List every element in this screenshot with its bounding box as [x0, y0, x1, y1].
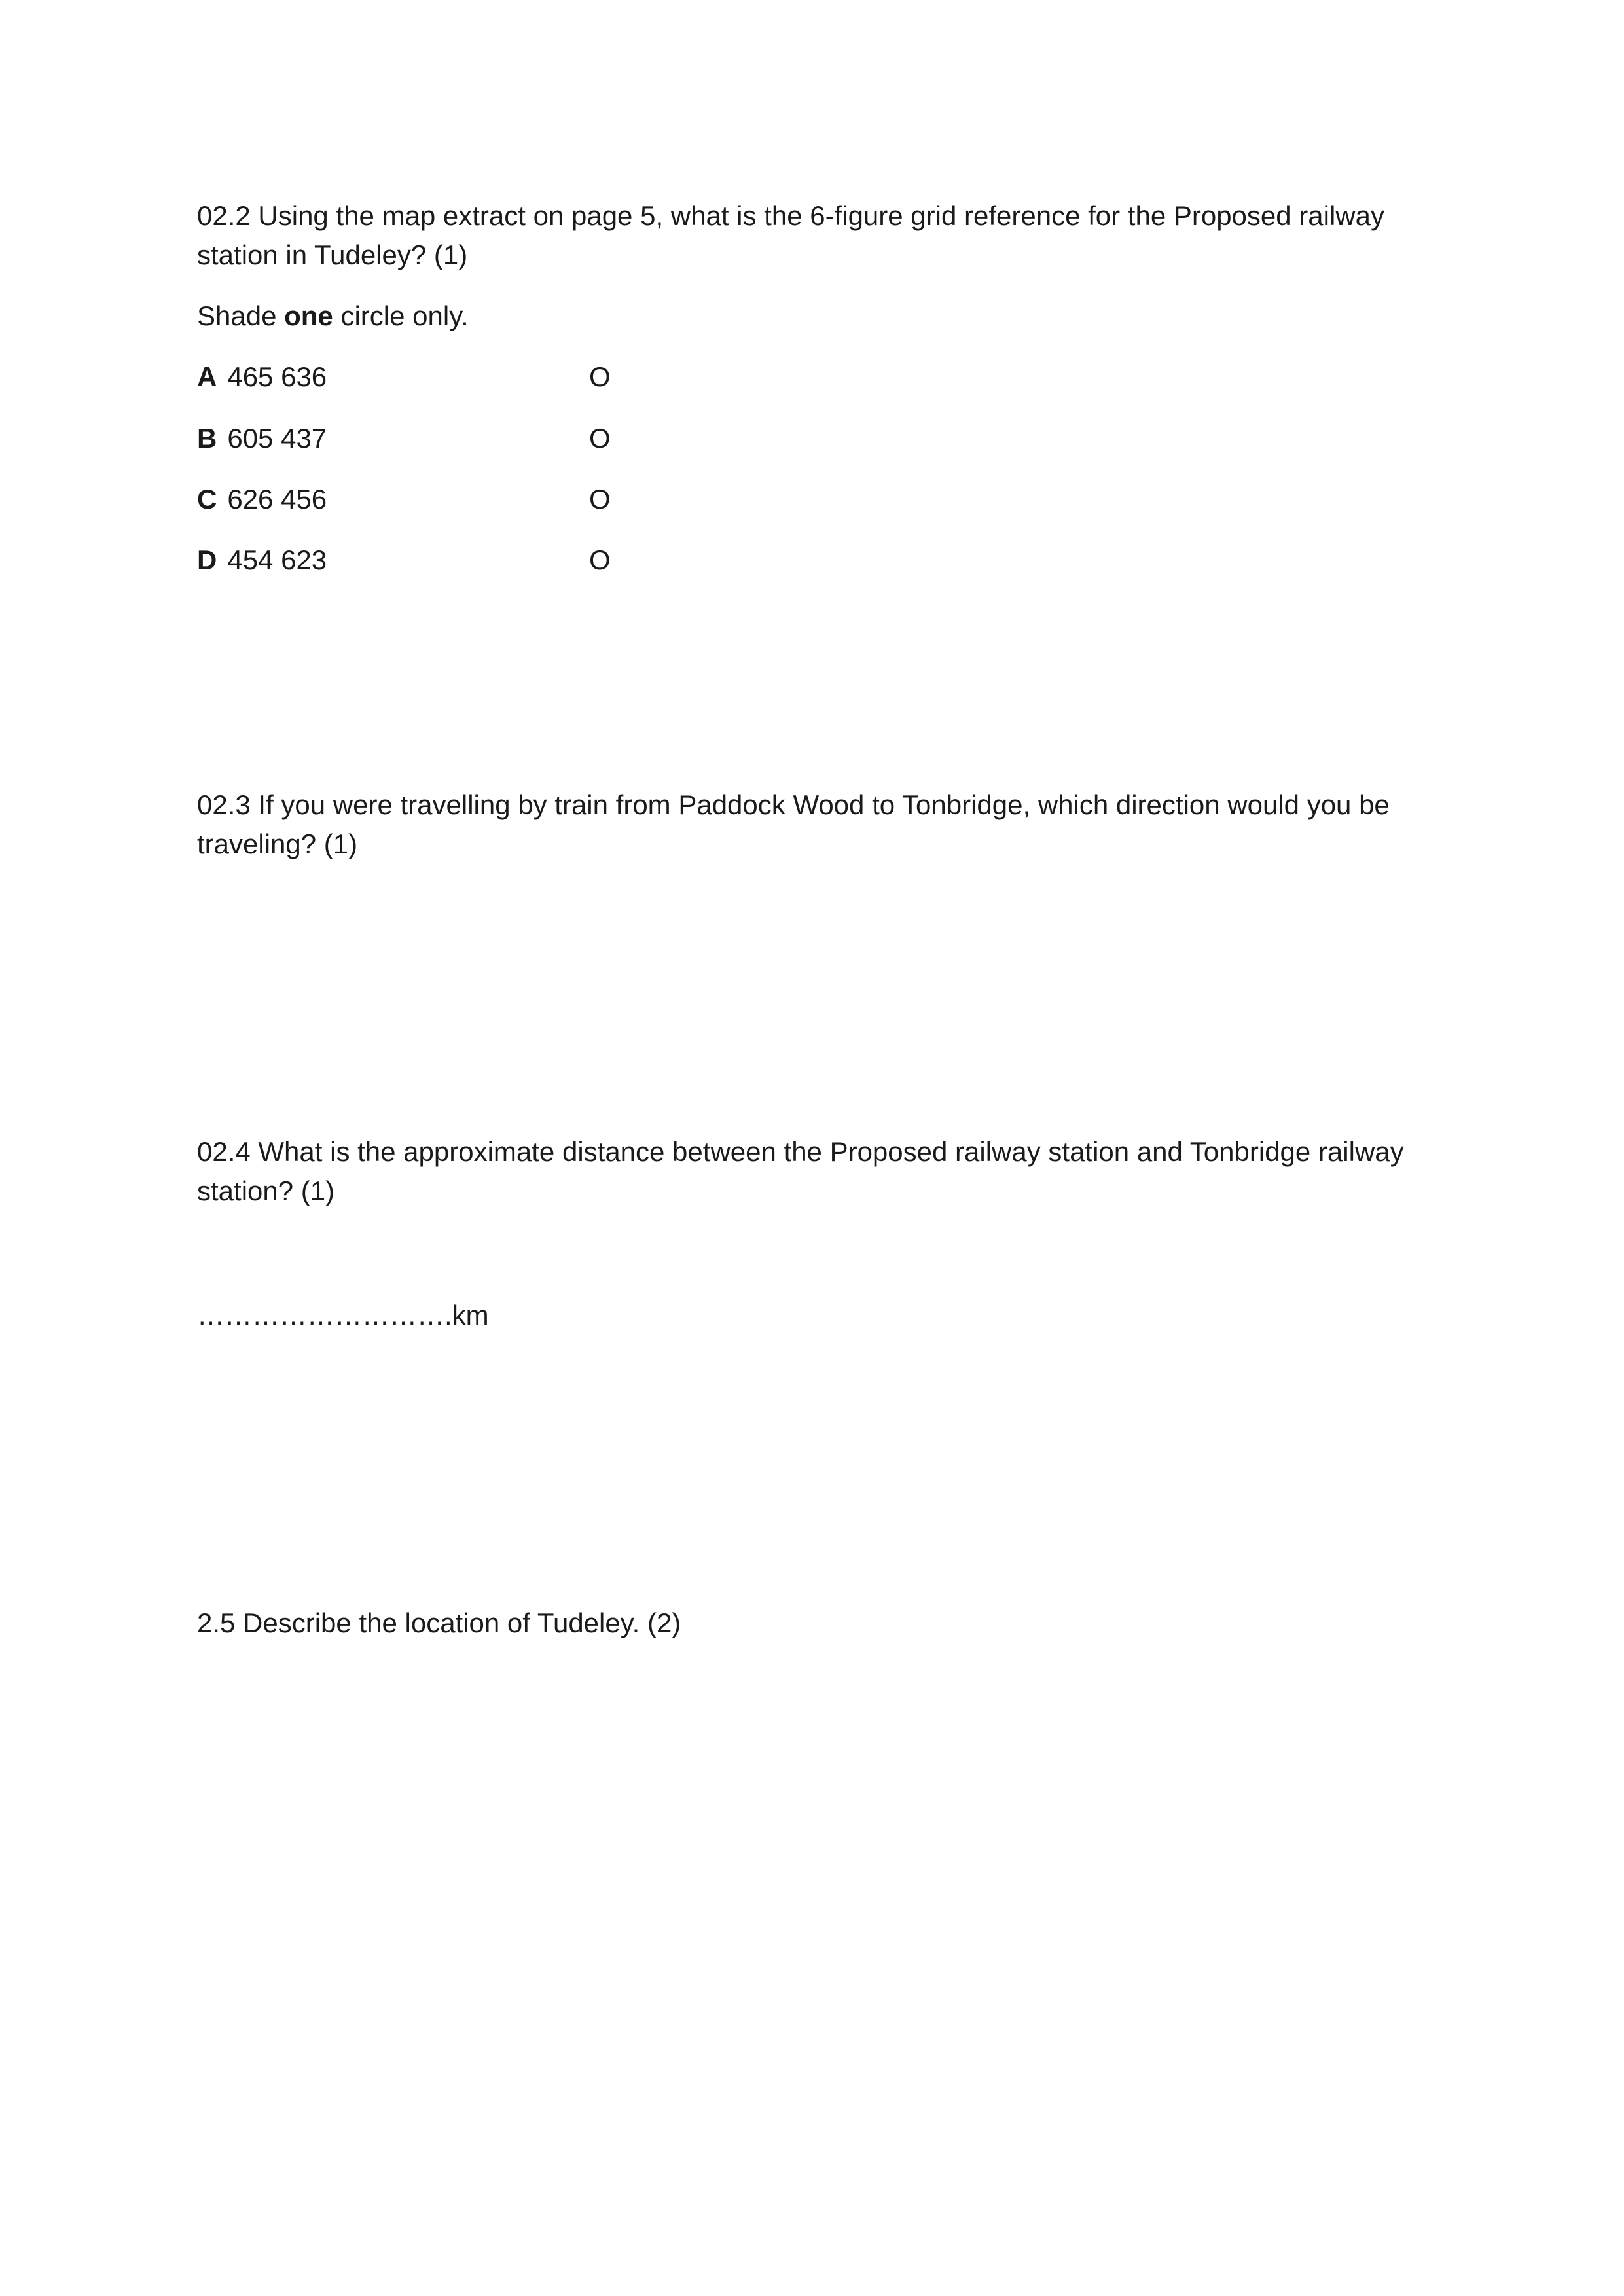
question-02-4-line-1: 02.4 What is the approximate distance between the Proposed railway station and Tonbridge railway — [197, 1136, 1404, 1167]
option-c-circle[interactable]: O — [589, 484, 611, 514]
option-letter: A — [197, 361, 217, 392]
option-b-circle[interactable]: O — [589, 423, 611, 454]
option-letter: C — [197, 484, 217, 514]
option-b — [197, 419, 327, 458]
question-02-2-instruction — [197, 296, 469, 336]
option-value: 465 636 — [227, 361, 327, 392]
option-c — [197, 480, 327, 519]
option-value: 454 623 — [227, 545, 327, 575]
question-02-4-line-2: station? (1) — [197, 1175, 335, 1206]
instruction-suffix: circle only. — [333, 300, 469, 331]
distance-answer-line[interactable]: ……………………….km — [197, 1300, 489, 1331]
option-d-circle[interactable]: O — [589, 545, 611, 575]
option-a — [197, 357, 327, 397]
instruction-emphasis: one — [284, 300, 333, 331]
option-value: 626 456 — [227, 484, 327, 514]
instruction-prefix: Shade — [197, 300, 285, 331]
option-letter: B — [197, 423, 217, 454]
question-2-5: 2.5 Describe the location of Tudeley. (2) — [197, 1607, 681, 1638]
option-d — [197, 541, 327, 580]
option-a-circle[interactable]: O — [589, 361, 611, 392]
question-02-3-line-1: 02.3 If you were travelling by train from Paddock Wood to Tonbridge, which direction would you be — [197, 789, 1390, 820]
question-02-2-line-1: 02.2 Using the map extract on page 5, what is the 6-figure grid reference for the Proposed railway — [197, 200, 1384, 231]
option-letter: D — [197, 545, 217, 575]
question-02-2-line-2: station in Tudeley? (1) — [197, 240, 468, 270]
option-value: 605 437 — [227, 423, 327, 454]
question-02-3-line-2: traveling? (1) — [197, 829, 358, 859]
